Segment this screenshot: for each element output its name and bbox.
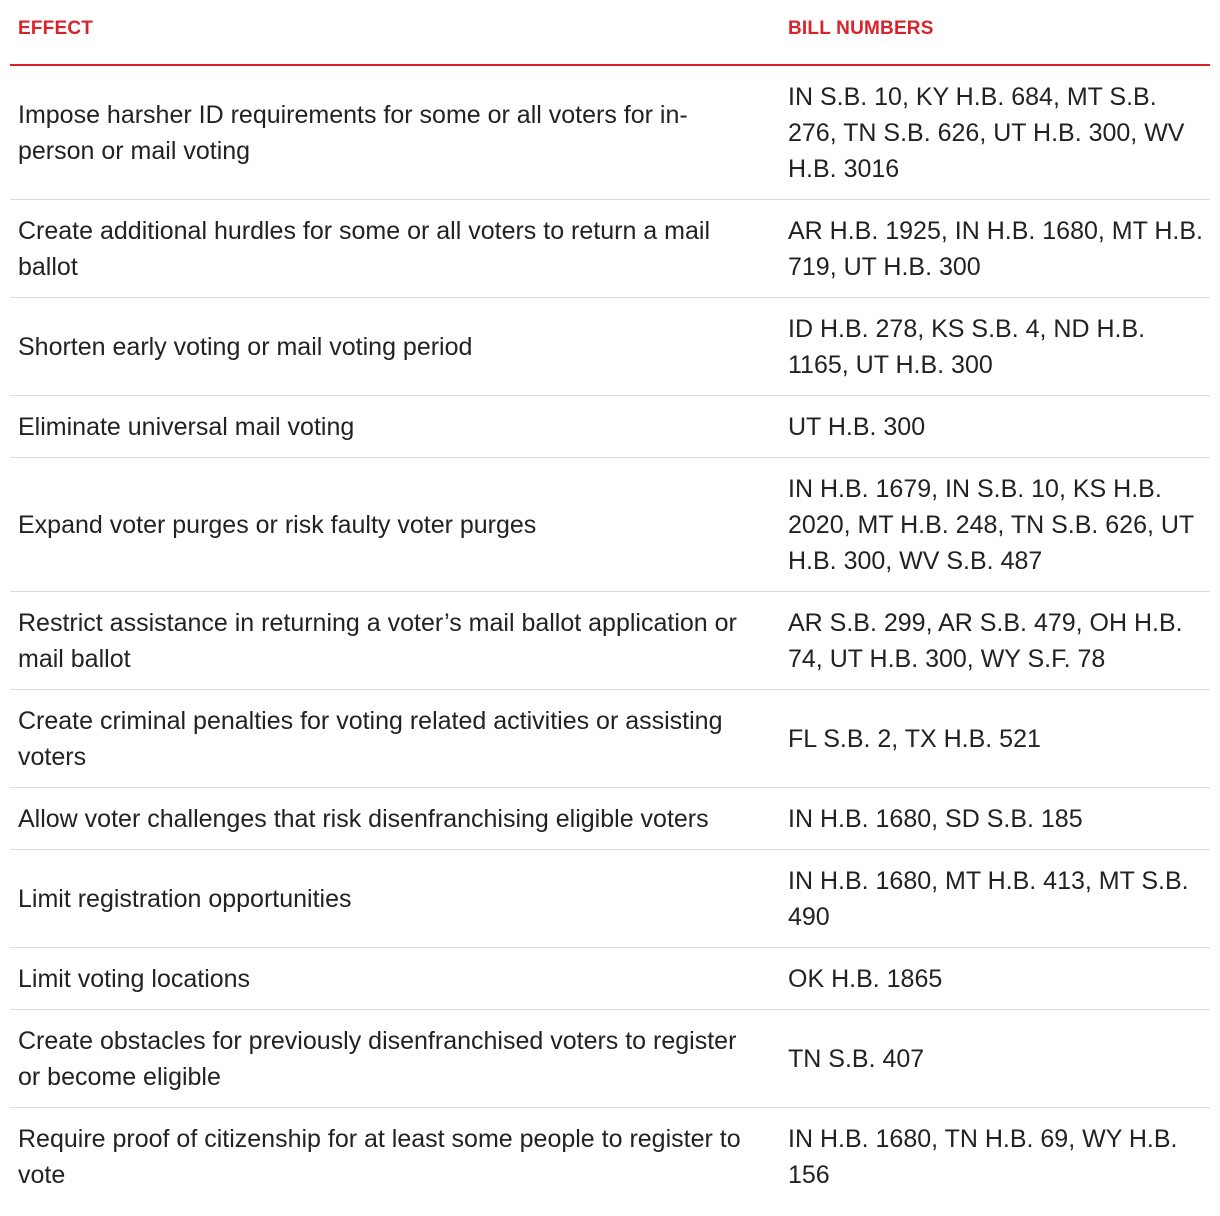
table-row (10, 690, 1210, 788)
bills-cell: IN H.B. 1680, SD S.B. 185 (788, 804, 1083, 833)
effect-cell: Limit voting locations (18, 964, 251, 993)
effect-cell: Eliminate universal mail voting (18, 412, 355, 441)
table-row (10, 592, 1210, 690)
bills-cell: FL S.B. 2, TX H.B. 521 (788, 724, 1041, 753)
table-row (10, 948, 1210, 1010)
bills-table (10, 0, 1210, 1206)
table-row (10, 200, 1210, 298)
table-row (10, 788, 1210, 850)
table-row (10, 458, 1210, 592)
table-row (10, 1010, 1210, 1108)
bills-cell: OK H.B. 1865 (788, 964, 943, 993)
bills-cell: AR S.B. 299, AR S.B. 479, OH H.B. 74, UT H.B. 300, WY S.F. 78 (788, 608, 1183, 673)
effect-cell: Create criminal penalties for voting related activities or assisting voters (18, 706, 723, 771)
effect-cell: Impose harsher ID requirements for some or all voters for in-person or mail voting (18, 100, 688, 165)
table-row (10, 396, 1210, 458)
bills-cell: IN H.B. 1679, IN S.B. 10, KS H.B. 2020, MT H.B. 248, TN S.B. 626, UT H.B. 300, WV S.B. 487 (788, 474, 1194, 575)
bills-cell: UT H.B. 300 (788, 412, 926, 441)
bills-cell: TN S.B. 407 (788, 1044, 925, 1073)
effect-cell: Shorten early voting or mail voting period (18, 332, 473, 361)
effect-cell: Allow voter challenges that risk disenfranchising eligible voters (18, 804, 709, 833)
bill-numbers-column-header: BILL NUMBERS (788, 18, 934, 39)
table-row (10, 1108, 1210, 1206)
effect-cell: Create obstacles for previously disenfranchised voters to register or become eligible (18, 1026, 737, 1091)
table-row (10, 850, 1210, 948)
table-row (10, 298, 1210, 396)
effect-cell: Require proof of citizenship for at least some people to register to vote (18, 1125, 741, 1189)
bills-cell: AR H.B. 1925, IN H.B. 1680, MT H.B. 719, UT H.B. 300 (788, 216, 1203, 281)
effect-column-header: EFFECT (18, 18, 94, 39)
bills-cell: ID H.B. 278, KS S.B. 4, ND H.B. 1165, UT H.B. 300 (788, 314, 1146, 379)
effect-cell: Expand voter purges or risk faulty voter purges (18, 510, 537, 539)
effect-cell: Restrict assistance in returning a voter’s mail ballot application or mail ballot (18, 608, 737, 673)
table-header (10, 0, 1210, 66)
bills-cell: IN H.B. 1680, MT H.B. 413, MT S.B. 490 (788, 866, 1189, 931)
effect-cell: Create additional hurdles for some or all voters to return a mail ballot (18, 216, 710, 281)
table-row (10, 66, 1210, 200)
bills-cell: IN S.B. 10, KY H.B. 684, MT S.B. 276, TN S.B. 626, UT H.B. 300, WV H.B. 3016 (788, 82, 1185, 183)
bills-cell: IN H.B. 1680, TN H.B. 69, WY H.B. 156 (788, 1125, 1178, 1189)
effect-cell: Limit registration opportunities (18, 884, 352, 913)
